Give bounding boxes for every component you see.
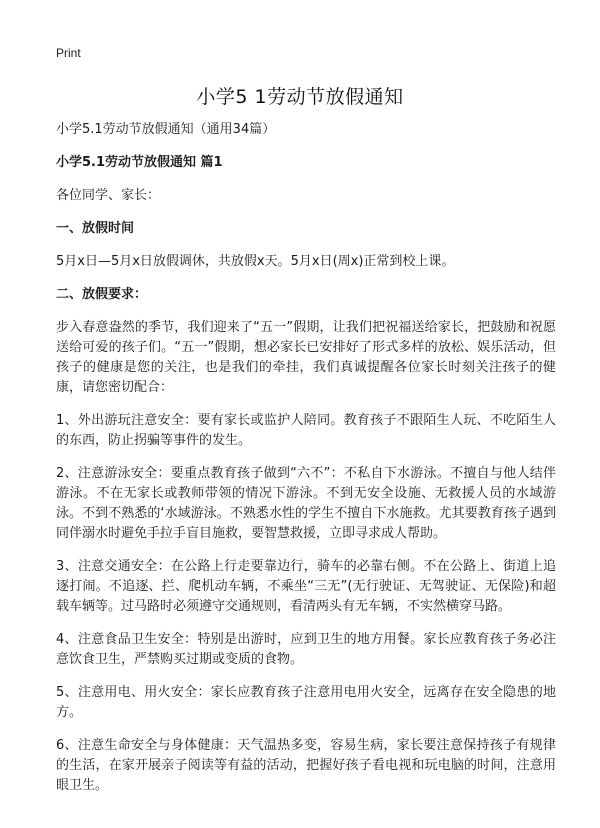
print-label: Print [56,46,81,60]
document-body [56,120,556,809]
greeting: 各位同学、家长： [56,188,161,203]
holiday-dates-text: 5月x日—5月x日放假调休，共放假x天。5月x日(周x)正常到校上课。 [56,254,455,269]
safety-item: 6、注意生命安全与身体健康：天气温热多变，容易生病，家长要注意保持孩子有规律的生活，在家开展亲子阅读等有益的活动，把握好孩子看电视和玩电脑的时间，注意用眼卫生。 [56,738,556,793]
section-heading-time: 一、放假时间 [56,221,135,236]
article-heading: 小学5.1劳动节放假通知 篇1 [56,155,223,170]
safety-item: 4、注意食品卫生安全：特别是出游时，应到卫生的地方用餐。家长应教育孩子务必注意饮食卫生，严禁购买过期或变质的食物。 [56,632,556,667]
safety-item: 2、注意游泳安全：要重点教育孩子做到“六不”：不私自下水游泳。不擅自与他人结伴游泳。不在无家长或教师带领的情况下游泳。不到无安全设施、无救援人员的水域游泳。不到不熟悉的‘水域游泳。不熟悉水性的学生不擅自下水施救。尤其要教育孩子遇到同伴溺水时避免手拉手盲目施救，要智慧救援，立即寻求成人帮助。 [56,466,556,541]
intro-paragraph: 步入春意盎然的季节，我们迎来了“五一”假期，让我们把祝福送给家长，把鼓励和祝愿送给可爱的孩子们。“五一”假期，想必家长已安排好了形式多样的放松、娱乐活动，但孩子的健康是您的关注，也是我们的牵挂，我们真诚提醒各位家长时刻关注孩子的健康，请您密切配合： [56,320,556,395]
safety-item: 3、注意交通安全：在公路上行走要靠边行，骑车的必靠右侧。不在公路上、街道上追逐打闹。不追逐、拦、爬机动车辆，不乘坐“三无”(无行驶证、无驾驶证、无保险)和超载车辆等。过马路时必须遵守交通规则，看清两头有无车辆，不实然横穿马路。 [56,559,556,614]
safety-item: 5、注意用电、用火安全：家长应教育孩子注意用电用火安全，远离存在安全隐患的地方。 [56,685,556,720]
section-heading-requirements: 二、放假要求： [56,287,148,302]
document-title: 小学5 1劳动节放假通知 [196,86,404,108]
document-subtitle: 小学5.1劳动节放假通知（通用34篇） [56,122,276,137]
safety-item: 1、外出游玩注意安全：要有家长或监护人陪同。教育孩子不跟陌生人玩、不吃陌生人的东西，防止拐骗等事件的发生。 [56,413,556,448]
